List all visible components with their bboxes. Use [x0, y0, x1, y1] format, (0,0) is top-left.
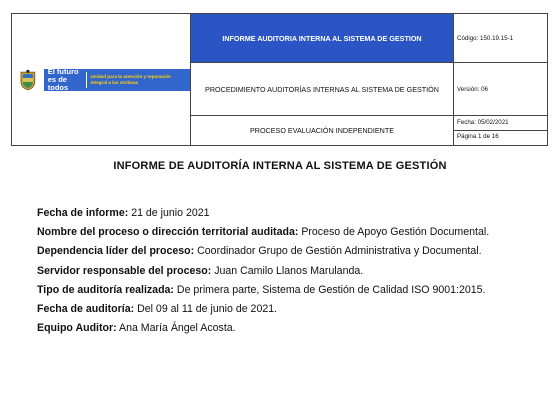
date-page-cell	[454, 115, 548, 145]
field-audit-type	[37, 284, 526, 296]
header-title: INFORME AUDITORIA INTERNA AL SISTEMA DE GESTION	[191, 14, 454, 63]
field-value: 21 de junio 2021	[128, 207, 210, 219]
field-label: Tipo de auditoría realizada:	[37, 283, 174, 296]
logo-sub-text: Unidad para la atención y reparación integral a las víctimas	[90, 74, 171, 85]
field-value: Ana María Ángel Acosta.	[116, 322, 236, 335]
document-version: Versión: 06	[454, 63, 548, 116]
report-fields	[37, 207, 526, 341]
document-date: Fecha: 05/02/2021	[454, 117, 547, 131]
report-title: INFORME DE AUDITORÍA INTERNA AL SISTEMA DE GESTIÓN	[113, 160, 447, 172]
field-label: Fecha de auditoría:	[37, 303, 135, 316]
logo-banner	[44, 66, 190, 92]
document-header-table	[11, 13, 548, 146]
field-audit-team	[37, 322, 526, 334]
field-label: Fecha de informe:	[37, 207, 129, 219]
field-value: Juan Camilo Llanos Marulanda.	[211, 264, 364, 277]
field-value: Del 09 al 11 de junio de 2021.	[134, 303, 278, 316]
institution-logo	[19, 68, 190, 92]
colombia-coat-of-arms-icon	[19, 69, 37, 91]
field-value: Proceso de Apoyo Gestión Documental.	[298, 226, 490, 239]
field-responsible-official	[37, 265, 526, 277]
page-number: Página 1 de 16	[457, 132, 499, 140]
field-audit-date	[37, 303, 526, 315]
field-report-date	[37, 207, 526, 219]
field-value: Coordinador Grupo de Gestión Administrativa y Documental.	[194, 245, 482, 258]
field-label: Equipo Auditor:	[37, 322, 117, 335]
field-label: Servidor responsable del proceso:	[37, 264, 212, 277]
logo-main-text: El futuro es de todos	[47, 66, 79, 92]
field-process-name	[37, 226, 526, 238]
field-value: De primera parte, Sistema de Gestión de Calidad ISO 9001:2015.	[173, 283, 486, 296]
logo-divider	[86, 72, 87, 88]
document-code: Código: 150.19.15-1	[454, 14, 548, 63]
logo-cell	[12, 14, 191, 146]
field-label: Nombre del proceso o dirección territorial auditada:	[37, 226, 299, 239]
field-lead-dependency	[37, 245, 526, 257]
field-label: Dependencia líder del proceso:	[37, 245, 195, 258]
process-name: PROCESO EVALUACIÓN INDEPENDIENTE	[191, 115, 454, 145]
procedure-name: PROCEDIMIENTO AUDITORÍAS INTERNAS AL SISTEMA DE GESTIÓN	[191, 63, 454, 116]
